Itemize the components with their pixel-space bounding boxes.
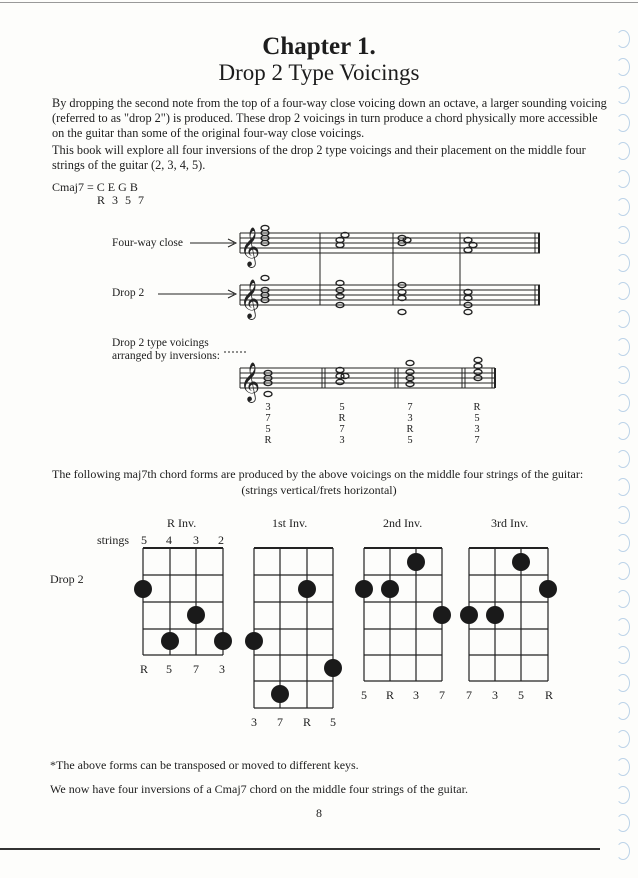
string-number: 3 [193, 533, 199, 547]
chord-note: C [96, 180, 105, 194]
binding-ring [616, 842, 630, 860]
binding-ring [616, 114, 630, 132]
form-note: 3 [219, 662, 225, 676]
form-note: R [545, 688, 554, 702]
binding-ring [616, 142, 630, 160]
voice-label: R [264, 435, 272, 446]
treble-clef-icon: 𝄞 [240, 227, 261, 267]
form-note: 7 [193, 662, 199, 676]
binding-ring [616, 758, 630, 776]
binding-ring [616, 366, 630, 384]
chord-degree: 3 [112, 193, 119, 207]
voice-label: 7 [474, 435, 480, 446]
voice-label: 7 [339, 424, 345, 435]
form-note: 7 [466, 688, 472, 702]
finger-dot [298, 580, 316, 598]
spiral-binding [600, 0, 638, 878]
form-note: R [386, 688, 395, 702]
finger-dot [134, 580, 152, 598]
binding-ring [616, 422, 630, 440]
diagram-title-second: 2nd Inv. [383, 516, 423, 530]
chapter-subtitle: Drop 2 Type Voicings [218, 60, 420, 85]
chord-degree: 5 [125, 193, 132, 207]
binding-ring [616, 394, 630, 412]
finger-dot [271, 685, 289, 703]
strings-label: strings [97, 533, 130, 547]
voice-label: 3 [265, 402, 271, 413]
inversions-label-1: Drop 2 type voicings [112, 337, 209, 349]
diagram-title-first: 1st Inv. [272, 516, 308, 530]
intro-paragraph-1: By dropping the second note from the top of a four-way close voicing down an octave, a larger sounding voicing (referred to as "drop 2") is produced. These drop 2 voicings in turn produce a chord physically more accessible on the guitar than some of the original four-way close voicings. [52, 96, 607, 140]
voice-label: 3 [407, 413, 413, 424]
chord-forms-line2: (strings vertical/frets horizontal) [241, 483, 397, 497]
finger-dot [407, 553, 425, 571]
four-way-label: Four-way close [112, 237, 183, 249]
intro-paragraph-2: This book will explore all four inversions of the drop 2 type voicings and their placement on the middle four strings of the guitar (2, 3, 4, 5). [52, 143, 586, 172]
form-note: 5 [330, 715, 336, 729]
finger-dot [245, 632, 263, 650]
binding-ring [616, 170, 630, 188]
finger-dot [433, 606, 451, 624]
fretboard-first [254, 548, 333, 708]
binding-ring [616, 702, 630, 720]
binding-ring [616, 478, 630, 496]
chord-note: G [118, 180, 127, 194]
voice-label: 7 [407, 402, 413, 413]
binding-ring [616, 562, 630, 580]
diagram-title-root: R Inv. [167, 516, 197, 530]
voice-label: 3 [339, 435, 345, 446]
form-note: 7 [277, 715, 283, 729]
finger-dot [381, 580, 399, 598]
finger-dot [486, 606, 504, 624]
binding-ring [616, 58, 630, 76]
chord-note: B [129, 180, 138, 194]
chord-forms-line1: The following maj7th chord forms are produced by the above voicings on the middle four strings of the guitar: [52, 467, 584, 481]
binding-ring [616, 786, 630, 804]
diagram-title-third: 3rd Inv. [491, 516, 529, 530]
page-number: 8 [316, 806, 322, 820]
binding-ring [616, 310, 630, 328]
binding-ring [616, 30, 630, 48]
voice-label: 7 [265, 413, 271, 424]
bottom-rule [0, 848, 600, 850]
treble-clef-icon: 𝄞 [240, 362, 261, 402]
binding-ring [616, 450, 630, 468]
drop2-row-label: Drop 2 [50, 572, 84, 586]
finger-dot [324, 659, 342, 677]
voice-label: 3 [474, 424, 480, 435]
binding-ring [616, 730, 630, 748]
finger-dot [460, 606, 478, 624]
treble-clef-icon: 𝄞 [240, 279, 261, 319]
form-note: 5 [518, 688, 524, 702]
finger-dot [187, 606, 205, 624]
form-note: 3 [413, 688, 419, 702]
binding-ring [616, 338, 630, 356]
binding-ring [616, 814, 630, 832]
binding-ring [616, 282, 630, 300]
finger-dot [161, 632, 179, 650]
binding-ring [616, 506, 630, 524]
form-note: R [303, 715, 312, 729]
finger-dot [512, 553, 530, 571]
binding-ring [616, 86, 630, 104]
chapter-title: Chapter 1. [262, 33, 376, 60]
form-note: 7 [439, 688, 445, 702]
form-note: 3 [251, 715, 257, 729]
binding-ring [616, 226, 630, 244]
binding-ring [616, 590, 630, 608]
fretboard-root [143, 548, 223, 655]
finger-dot [214, 632, 232, 650]
voice-label: 5 [407, 435, 413, 446]
form-note: 5 [166, 662, 172, 676]
chord-note: E [107, 180, 116, 194]
string-number: 2 [218, 533, 224, 547]
inversions-label-2: arranged by inversions: [112, 350, 220, 362]
binding-ring [616, 254, 630, 272]
fretboard-second [364, 548, 442, 681]
string-number: 4 [166, 533, 172, 547]
voice-label: 5 [265, 424, 271, 435]
chord-degree: 7 [138, 193, 145, 207]
chord-degree: R [97, 193, 106, 207]
voice-label: 5 [474, 413, 480, 424]
voice-label: R [338, 413, 346, 424]
binding-ring [616, 534, 630, 552]
fretboard-third [469, 548, 548, 681]
closing-sentence: We now have four inversions of a Cmaj7 chord on the middle four strings of the guitar. [50, 782, 468, 796]
voice-label: R [406, 424, 414, 435]
binding-ring [616, 674, 630, 692]
finger-dot [355, 580, 373, 598]
chord-equals: = [87, 180, 94, 194]
binding-ring [616, 198, 630, 216]
finger-dot [539, 580, 557, 598]
footnote: *The above forms can be transposed or moved to different keys. [50, 758, 359, 772]
voice-label: 5 [339, 402, 345, 413]
chord-name: Cmaj7 [52, 180, 84, 194]
binding-ring [616, 646, 630, 664]
string-number: 5 [141, 533, 147, 547]
form-note: 5 [361, 688, 367, 702]
voice-label: R [473, 402, 481, 413]
drop2-label: Drop 2 [112, 287, 145, 299]
form-note: R [140, 662, 149, 676]
binding-ring [616, 618, 630, 636]
form-note: 3 [492, 688, 498, 702]
